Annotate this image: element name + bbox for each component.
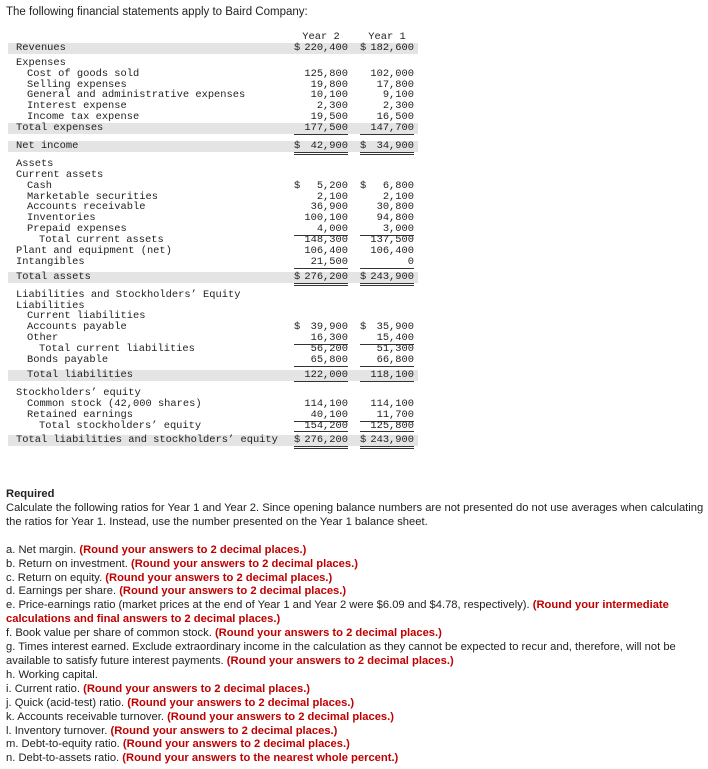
cash-row — [8, 181, 418, 192]
bonds-payable-row — [8, 355, 418, 366]
net-income-y2: 42,900 — [310, 140, 348, 153]
total-assets-label: Total assets — [16, 270, 91, 283]
total-lse-label: Total liabilities and stockholders’ equity — [16, 434, 278, 447]
total-expenses-y2: 177,500 — [294, 123, 348, 135]
dollar-sign: $ — [294, 179, 301, 192]
required-heading: Required — [6, 488, 55, 500]
accounts-receivable-y1: 30,800 — [376, 201, 414, 214]
financial-statements — [8, 32, 418, 446]
marketable-securities-y1: 2,100 — [382, 190, 414, 203]
total-assets-y1: 243,900 — [370, 270, 414, 283]
total-liabilities-row — [8, 370, 418, 381]
total-liabilities-y1: 118,100 — [360, 370, 414, 382]
total-current-assets-y2: 148,300 — [304, 234, 348, 247]
liabilities-label: Liabilities — [16, 299, 85, 312]
bonds-payable-y2: 65,800 — [294, 355, 348, 367]
current-assets-label: Current assets — [16, 168, 104, 181]
total-expenses-row — [8, 123, 418, 134]
total-se-row — [8, 421, 418, 432]
year1-header: Year 1 — [368, 31, 406, 43]
dollar-sign: $ — [360, 41, 367, 54]
total-se-y2: 154,200 — [294, 421, 348, 433]
cogs-label: Cost of goods sold — [27, 67, 140, 80]
prepaid-y1: 3,000 — [360, 224, 414, 236]
inventories-y2: 100,100 — [304, 212, 348, 225]
ppe-y1: 106,400 — [370, 245, 414, 258]
intangibles-y1: 0 — [360, 257, 414, 269]
dollar-sign: $ — [360, 434, 367, 447]
common-stock-y1: 114,100 — [370, 397, 414, 410]
total-current-liabilities-label: Total current liabilities — [39, 343, 195, 356]
other-label: Other — [27, 332, 59, 345]
inventories-label: Inventories — [27, 212, 96, 225]
tax-y1: 16,500 — [360, 112, 414, 124]
common-stock-y2: 114,100 — [304, 397, 348, 410]
retained-earnings-row — [8, 410, 418, 421]
cogs-row — [8, 69, 418, 80]
ppe-y2: 106,400 — [304, 245, 348, 258]
required-section — [6, 488, 704, 766]
total-current-liabilities-y2: 56,200 — [310, 343, 348, 356]
accounts-payable-y2: 39,900 — [310, 321, 348, 334]
lse-heading: Liabilities and Stockholders’ Equity — [16, 288, 241, 301]
revenues-y2: 220,400 — [304, 41, 348, 54]
interest-label: Interest expense — [27, 100, 127, 113]
revenues-y1: 182,600 — [370, 41, 414, 54]
interest-y1: 2,300 — [382, 100, 414, 113]
total-current-assets-y1: 137,500 — [370, 234, 414, 247]
total-current-assets-label: Total current assets — [39, 234, 164, 247]
list-item: j. Quick (acid-test) ratio. (Round your answers to 2 decimal places.) — [6, 696, 355, 709]
cash-y1: 6,800 — [382, 179, 414, 192]
cogs-y1: 102,000 — [370, 67, 414, 80]
gna-y2: 10,100 — [310, 89, 348, 102]
current-liabilities-label: Current liabilities — [27, 310, 146, 323]
accounts-receivable-label: Accounts receivable — [27, 201, 146, 214]
list-item: g. Times interest earned. Exclude extraordinary income in the calculation as they cannot be expected to recur and, therefore, will not be available to satisfy future interest payments. (Round your answers to 2 decimal places.) — [6, 641, 676, 667]
tax-label: Income tax expense — [27, 111, 140, 124]
bonds-payable-y1: 66,800 — [360, 355, 414, 367]
total-se-label: Total stockholders’ equity — [39, 419, 202, 432]
list-item: c. Return on equity. (Round your answers to 2 decimal places.) — [6, 571, 333, 584]
retained-earnings-label: Retained earnings — [27, 408, 134, 421]
retained-earnings-y2: 40,100 — [294, 410, 348, 422]
dollar-sign: $ — [360, 179, 367, 192]
ppe-label: Plant and equipment (net) — [16, 245, 172, 258]
total-se-y1: 125,800 — [360, 421, 414, 433]
list-item: i. Current ratio. (Round your answers to 2 decimal places.) — [6, 682, 311, 695]
total-lse-y2: 276,200 — [304, 434, 348, 447]
interest-y2: 2,300 — [316, 100, 348, 113]
selling-y2: 19,800 — [310, 78, 348, 91]
list-item: k. Accounts receivable turnover. (Round your answers to 2 decimal places.) — [6, 710, 394, 723]
other-y2: 16,300 — [294, 333, 348, 345]
list-item: a. Net margin. (Round your answers to 2 decimal places.) — [6, 543, 307, 556]
common-stock-row — [8, 399, 418, 410]
dollar-sign: $ — [294, 321, 301, 334]
dollar-sign: $ — [360, 321, 367, 334]
year2-header: Year 2 — [302, 31, 340, 43]
revenues-row — [8, 43, 418, 54]
selling-y1: 17,800 — [376, 78, 414, 91]
gna-label: General and administrative expenses — [27, 89, 246, 102]
accounts-payable-label: Accounts payable — [27, 321, 127, 334]
intangibles-label: Intangibles — [16, 255, 85, 268]
other-y1: 15,400 — [360, 333, 414, 345]
total-assets-y2: 276,200 — [304, 270, 348, 283]
ratio-list — [6, 544, 704, 767]
intangibles-row — [8, 257, 418, 268]
cogs-y2: 125,800 — [304, 67, 348, 80]
current-assets-row — [8, 170, 418, 181]
gna-y1: 9,100 — [382, 89, 414, 102]
dollar-sign: $ — [294, 41, 301, 54]
list-item: m. Debt-to-equity ratio. (Round your answers to 2 decimal places.) — [6, 738, 350, 751]
list-item: n. Debt-to-assets ratio. (Round your answers to the nearest whole percent.) — [6, 752, 399, 765]
cash-label: Cash — [27, 179, 52, 192]
total-lse-row — [8, 435, 418, 446]
prepaid-y2: 4,000 — [294, 224, 348, 236]
cash-y2: 5,200 — [316, 179, 348, 192]
intro-text: The following financial statements apply to Baird Company: — [6, 6, 308, 18]
list-item: d. Earnings per share. (Round your answers to 2 decimal places.) — [6, 585, 347, 598]
dollar-sign: $ — [294, 434, 301, 447]
total-current-liabilities-y1: 51,300 — [376, 343, 414, 356]
net-income-label: Net income — [16, 140, 79, 153]
dollar-sign: $ — [294, 140, 301, 153]
marketable-securities-y2: 2,100 — [316, 190, 348, 203]
header-row — [8, 32, 418, 43]
list-item: e. Price-earnings ratio (market prices at the end of Year 1 and Year 2 were $6.09 and $4.78, respectively). (Round your intermediate calculations and final answers to 2 decimal places.) — [6, 599, 669, 626]
list-item: b. Return on investment. (Round your answers to 2 decimal places.) — [6, 557, 358, 570]
bonds-payable-label: Bonds payable — [27, 354, 109, 367]
net-income-row — [8, 141, 418, 152]
tax-y2: 19,500 — [294, 112, 348, 124]
stockholders-equity-label: Stockholders’ equity — [16, 386, 141, 399]
assets-label: Assets — [16, 157, 54, 170]
marketable-securities-label: Marketable securities — [27, 190, 158, 203]
accounts-payable-y1: 35,900 — [376, 321, 414, 334]
selling-label: Selling expenses — [27, 78, 127, 91]
prepaid-label: Prepaid expenses — [27, 223, 127, 236]
list-item: h. Working capital. — [6, 668, 98, 681]
retained-earnings-y1: 11,700 — [360, 410, 414, 422]
total-expenses-y1: 147,700 — [360, 123, 414, 135]
revenues-label: Revenues — [16, 41, 66, 54]
total-lse-y1: 243,900 — [370, 434, 414, 447]
intangibles-y2: 21,500 — [294, 257, 348, 269]
dollar-sign: $ — [360, 140, 367, 153]
dollar-sign: $ — [294, 270, 301, 283]
total-liabilities-y2: 122,000 — [294, 370, 348, 382]
accounts-receivable-y2: 36,900 — [310, 201, 348, 214]
required-text: Calculate the following ratios for Year 1 and Year 2. Since opening balance numbers are not presented do not use averages when calculating the ratios for Year 1. Instead, use the number presented on the Year 1 balance sheet. — [6, 501, 704, 528]
total-assets-row — [8, 272, 418, 283]
inventories-y1: 94,800 — [376, 212, 414, 225]
lse-heading-row — [8, 290, 418, 301]
common-stock-label: Common stock (42,000 shares) — [27, 397, 202, 410]
total-expenses-label: Total expenses — [16, 122, 104, 135]
expenses-label: Expenses — [16, 56, 66, 69]
accounts-payable-row — [8, 322, 418, 333]
total-liabilities-label: Total liabilities — [27, 368, 134, 381]
dollar-sign: $ — [360, 270, 367, 283]
net-income-y1: 34,900 — [376, 140, 414, 153]
list-item: f. Book value per share of common stock. (Round your answers to 2 decimal places.) — [6, 627, 442, 640]
list-item: l. Inventory turnover. (Round your answers to 2 decimal places.) — [6, 724, 338, 737]
